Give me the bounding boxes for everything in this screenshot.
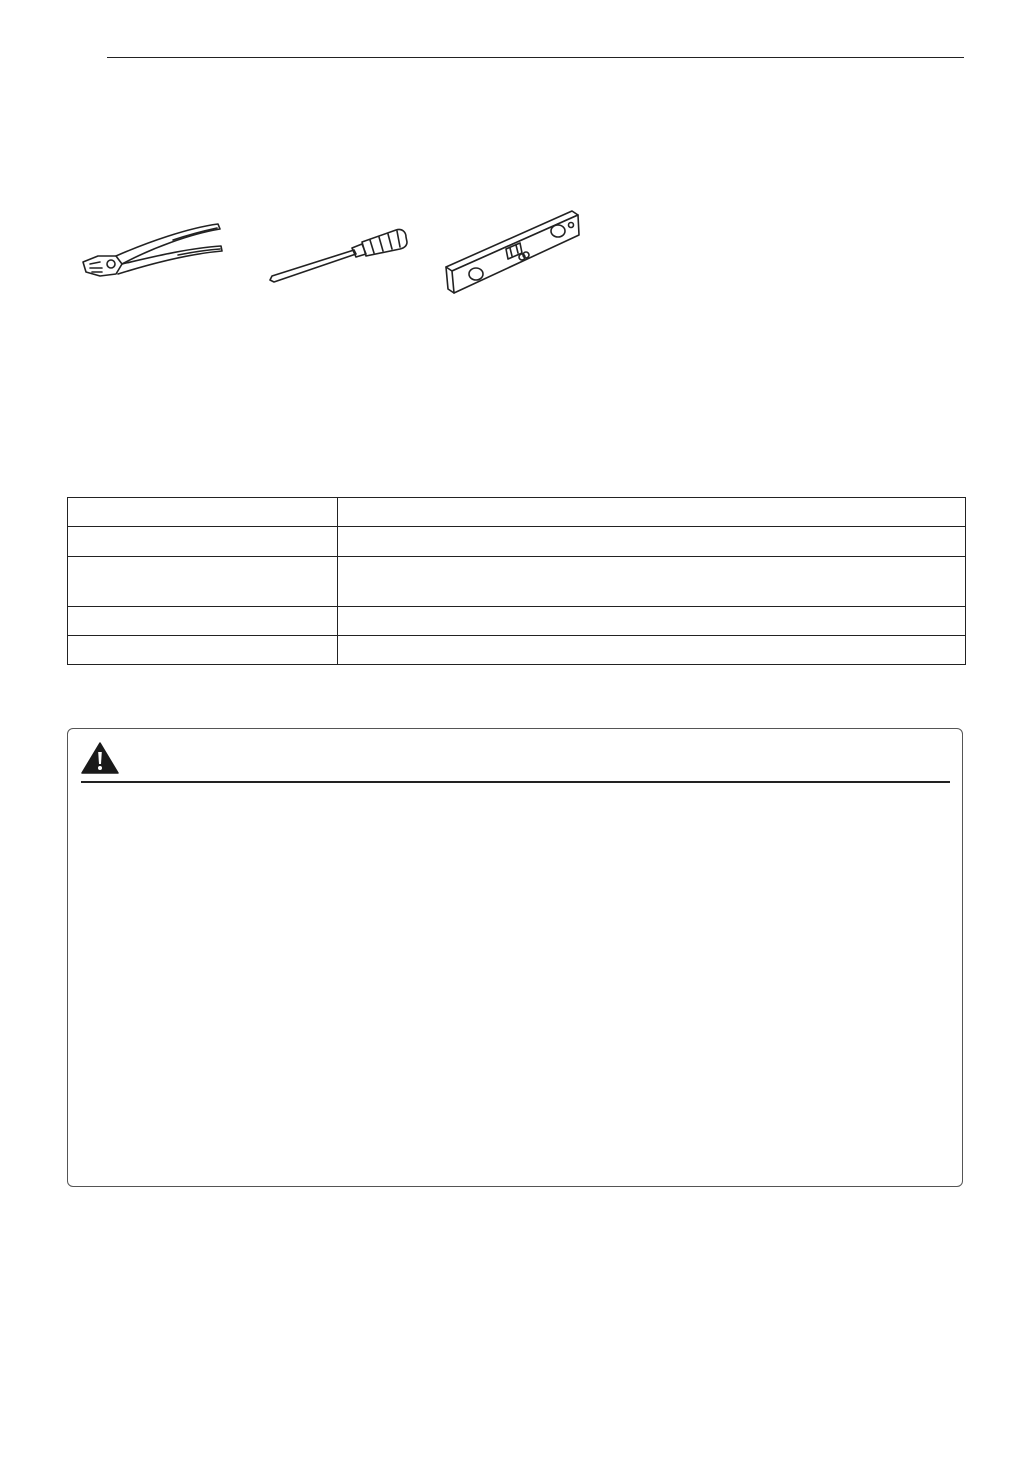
spec-table <box>67 497 966 665</box>
warning-divider <box>81 781 950 783</box>
table-cell <box>68 498 338 527</box>
table-cell <box>68 527 338 557</box>
table-cell <box>338 557 966 607</box>
table-cell <box>338 636 966 665</box>
table-cell <box>338 498 966 527</box>
table-row <box>68 498 966 527</box>
table-row <box>68 636 966 665</box>
warning-box <box>67 728 963 1187</box>
header-rule <box>107 57 964 58</box>
table-cell <box>68 607 338 636</box>
level-icon <box>444 205 584 300</box>
table-cell <box>68 557 338 607</box>
table-cell <box>338 527 966 557</box>
table-row <box>68 557 966 607</box>
table-cell <box>338 607 966 636</box>
warning-triangle-icon <box>81 742 119 779</box>
table-row <box>68 527 966 557</box>
screwdriver-icon <box>266 222 411 287</box>
table-cell <box>68 636 338 665</box>
table-row <box>68 607 966 636</box>
pliers-icon <box>78 218 228 288</box>
